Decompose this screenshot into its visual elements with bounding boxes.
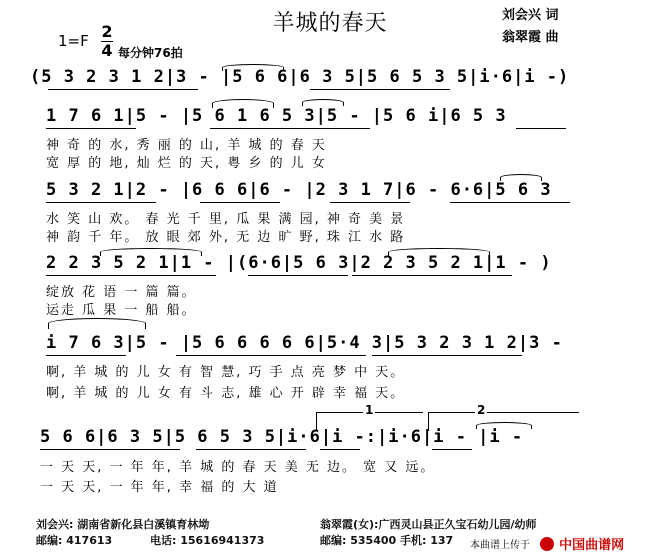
composer-credit: 翁翠霞 曲 <box>502 30 559 45</box>
key-signature: 1=F <box>58 32 89 50</box>
time-signature <box>101 24 113 59</box>
footer-postcode-2: 邮编: 535400 手机: 137 <box>320 534 454 547</box>
score-line-6-notes: 5 6 6|6 3 5|5 6 5 3 5|i·6|i -:|i·6|i - |i - <box>40 427 524 447</box>
footer-postcode-1: 邮编: 417613 <box>36 534 113 547</box>
time-denominator: 4 <box>101 41 113 60</box>
score-line-5-lyrics-2: 啊, 羊 城 的 儿 女 有 斗 志, 雄 心 开 辟 幸 福 天。 <box>46 386 406 401</box>
score-line-4-notes: 2 2 3 5 2 1|1 - |(6·6|5 6 3|2 2 3 5 2 1|1 - ) <box>46 253 552 273</box>
score-line-3-lyrics-1: 水 笑 山 欢。 春 光 千 里, 瓜 果 满 园, 神 奇 美 景 <box>46 212 406 227</box>
logo-icon <box>540 537 554 551</box>
score-line-2-lyrics-1: 神 奇 的 水, 秀 丽 的 山, 羊 城 的 春 天 <box>46 138 327 153</box>
volta-2-label: 2 <box>477 403 486 417</box>
score-line-5-lyrics-1: 啊, 羊 城 的 儿 女 有 智 慧, 巧 手 点 亮 梦 中 天。 <box>46 365 406 380</box>
score-line-4-lyrics-1: 绽放 花 语 一 篇 篇。 <box>46 285 197 300</box>
score-line-6-lyrics-1: 一 天 天, 一 年 年, 羊 城 的 春 天 美 无 边。 宽 又 远。 <box>40 460 436 475</box>
score-line-1-notes: (5 3 2 3 1 2|3 - |5 6 6|6 3 5|5 6 5 3 5|i·6|i -) <box>30 67 570 87</box>
score-line-6-lyrics-2: 一 天 天, 一 年 年, 幸 福 的 大 道 <box>40 480 279 495</box>
page-title: 羊城的春天 <box>272 11 388 36</box>
footer-composer-address: 翁翠霞(女):广西灵山县正久宝石幼儿园/幼师 <box>320 518 537 531</box>
footer-phone: 电话: 15616941373 <box>150 534 265 547</box>
upload-note: 本曲谱上传于 <box>470 540 530 551</box>
volta-1-label: 1 <box>365 403 374 417</box>
score-line-2-notes: 1 7 6 1|5 - |5 6 1 6 5 3|5 - |5 6 i|6 5 3 <box>46 106 507 126</box>
footer-lyricist-address: 刘会兴: 湖南省新化县白溪镇育林坳 <box>36 518 210 531</box>
logo-text: 中国曲谱网 <box>559 538 625 553</box>
time-numerator: 2 <box>101 22 113 41</box>
score-line-5-notes: i 7 6 3|5 - |5 6 6 6 6 6|5·4 3|5 3 2 3 1 2|3 - <box>46 333 563 353</box>
score-line-3-notes: 5 3 2 1|2 - |6 6 6|6 - |2 3 1 7|6 - 6·6|5 6 3 <box>46 180 552 200</box>
score-line-3-lyrics-2: 神 韵 千 年。 放 眼 郊 外, 无 边 旷 野, 珠 江 水 路 <box>46 230 406 245</box>
site-logo <box>540 533 624 553</box>
score-line-2-lyrics-2: 宽 厚 的 地, 灿 烂 的 天, 粤 乡 的 儿 女 <box>46 156 327 171</box>
tempo-marking: 每分钟76拍 <box>118 46 183 60</box>
lyricist-credit: 刘会兴 词 <box>502 8 559 23</box>
score-line-4-lyrics-2: 运走 瓜 果 一 船 船。 <box>46 303 197 318</box>
